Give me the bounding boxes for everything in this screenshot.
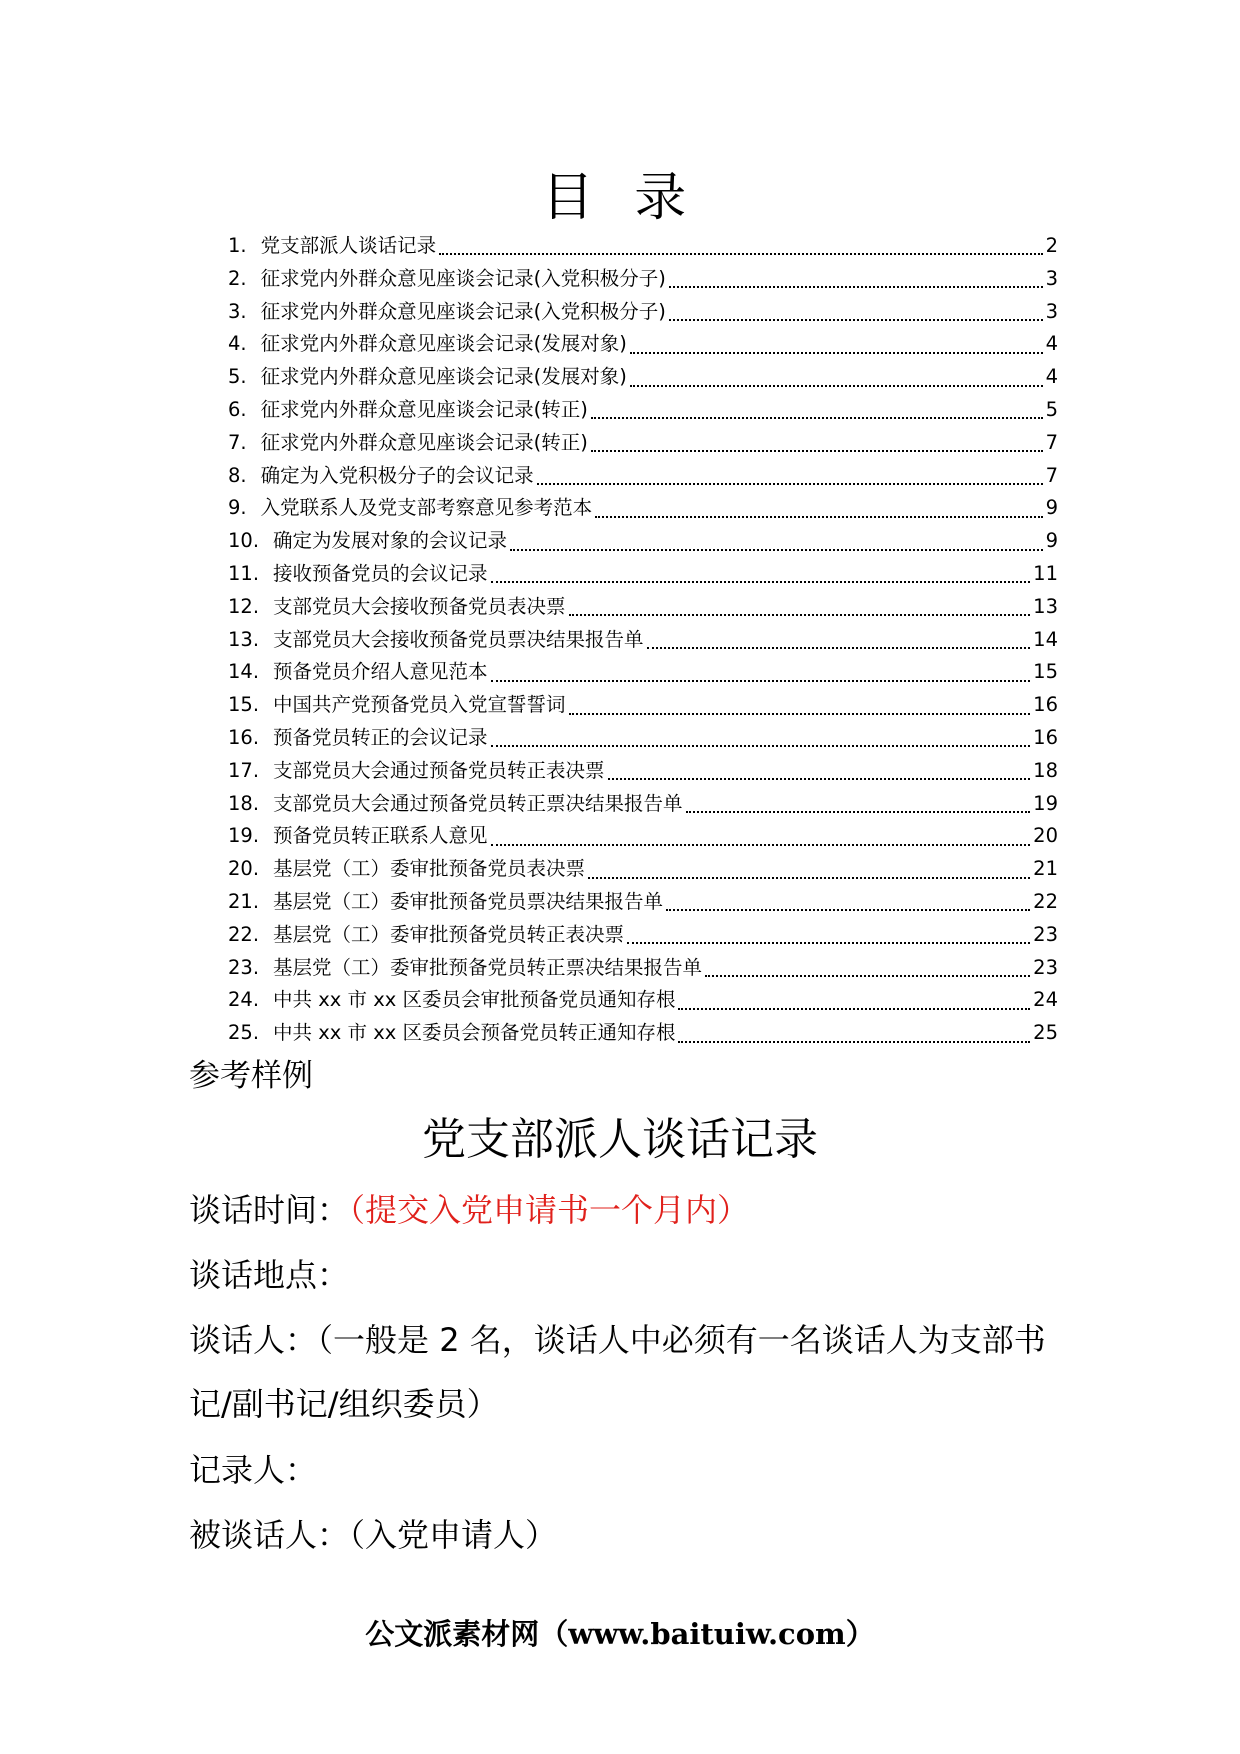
toc-entry-number: 9. bbox=[228, 496, 247, 520]
toc-entry[interactable] bbox=[228, 919, 1058, 952]
toc-entry-label: 基层党（工）委审批预备党员转正票决结果报告单 bbox=[273, 955, 703, 979]
toc-entry-label: 基层党（工）委审批预备党员票决结果报告单 bbox=[273, 889, 664, 913]
toc-entry-number: 4. bbox=[228, 332, 247, 356]
interviewee-field bbox=[189, 1503, 1069, 1567]
toc-entry-page: 14 bbox=[1033, 627, 1058, 651]
toc-dot-leader bbox=[627, 942, 1030, 944]
toc-entry-number: 3. bbox=[228, 299, 247, 323]
toc-entry-label: 预备党员转正联系人意见 bbox=[273, 824, 488, 848]
toc-entry-number: 11. bbox=[228, 561, 260, 585]
recorder-field bbox=[189, 1438, 1069, 1502]
toc-dot-leader bbox=[666, 909, 1030, 911]
toc-entry-number: 20. bbox=[228, 857, 260, 881]
toc-dot-leader bbox=[591, 417, 1043, 419]
toc-entry-number: 5. bbox=[228, 365, 247, 389]
toc-entry-label: 征求党内外群众意见座谈会记录(入党积极分子) bbox=[260, 299, 666, 323]
talk-time-field bbox=[189, 1178, 1069, 1242]
toc-dot-leader bbox=[588, 877, 1030, 879]
toc-entry-page: 9 bbox=[1045, 529, 1058, 553]
toc-entry-page: 23 bbox=[1033, 922, 1058, 946]
toc-entry[interactable] bbox=[228, 492, 1058, 525]
toc-entry-label: 基层党（工）委审批预备党员转正表决票 bbox=[273, 922, 625, 946]
toc-entry-label: 支部党员大会接收预备党员表决票 bbox=[273, 594, 566, 618]
toc-entry[interactable] bbox=[228, 722, 1058, 755]
toc-entry[interactable] bbox=[228, 689, 1058, 722]
talk-place-label: 谈话地点： bbox=[189, 1256, 350, 1294]
toc-dot-leader bbox=[537, 483, 1043, 485]
sample-label: 参考样例 bbox=[189, 1058, 313, 1094]
toc-entry-label: 中国共产党预备党员入党宣誓誓词 bbox=[273, 693, 566, 717]
toc-entry[interactable] bbox=[228, 624, 1058, 657]
toc-dot-leader bbox=[569, 614, 1031, 616]
toc-dot-leader bbox=[705, 975, 1030, 977]
toc-entry[interactable] bbox=[228, 952, 1058, 985]
talker-field bbox=[189, 1308, 1069, 1436]
toc-entry-label: 支部党员大会接收预备党员票决结果报告单 bbox=[273, 627, 644, 651]
toc-entry-number: 25. bbox=[228, 1021, 260, 1045]
toc-dot-leader bbox=[678, 1008, 1030, 1010]
toc-entry-page: 5 bbox=[1045, 397, 1058, 421]
talk-place-field bbox=[189, 1243, 1069, 1307]
toc-entry[interactable] bbox=[228, 886, 1058, 919]
toc-entry-label: 预备党员介绍人意见范本 bbox=[273, 660, 488, 684]
toc-entry-page: 16 bbox=[1033, 693, 1058, 717]
toc-entry[interactable] bbox=[228, 788, 1058, 821]
toc-dot-leader bbox=[669, 286, 1043, 288]
recorder-label: 记录人： bbox=[189, 1451, 318, 1489]
interviewee-label: 被谈话人： bbox=[189, 1516, 350, 1554]
toc-entry-number: 14. bbox=[228, 660, 260, 684]
toc-entry-number: 8. bbox=[228, 463, 247, 487]
talker-label: 谈话人： bbox=[189, 1321, 318, 1359]
toc-entry[interactable] bbox=[228, 755, 1058, 788]
toc-entry-number: 2. bbox=[228, 266, 247, 290]
toc-entry-number: 16. bbox=[228, 725, 260, 749]
toc-entry-page: 3 bbox=[1045, 299, 1058, 323]
toc-entry-number: 17. bbox=[228, 758, 260, 782]
toc-entry-label: 支部党员大会通过预备党员转正表决票 bbox=[273, 758, 605, 782]
toc-entry[interactable] bbox=[228, 296, 1058, 329]
toc-entry-page: 16 bbox=[1033, 725, 1058, 749]
talk-time-label: 谈话时间： bbox=[189, 1191, 350, 1229]
toc-dot-leader bbox=[491, 680, 1031, 682]
toc-dot-leader bbox=[686, 811, 1031, 813]
toc-entry-number: 13. bbox=[228, 627, 260, 651]
toc-dot-leader bbox=[491, 581, 1031, 583]
toc-entry-label: 征求党内外群众意见座谈会记录(转正) bbox=[260, 430, 588, 454]
toc-entry-label: 入党联系人及党支部考察意见参考范本 bbox=[260, 496, 593, 520]
toc-entry[interactable] bbox=[228, 1017, 1058, 1050]
toc-entry-label: 征求党内外群众意见座谈会记录(入党积极分子) bbox=[260, 266, 666, 290]
toc-entry-label: 中共 xx 市 xx 区委员会预备党员转正通知存根 bbox=[273, 1021, 676, 1045]
toc-entry-page: 19 bbox=[1033, 791, 1058, 815]
toc-entry-page: 22 bbox=[1033, 889, 1058, 913]
toc-entry-label: 征求党内外群众意见座谈会记录(转正) bbox=[260, 397, 588, 421]
toc-entry-label: 党支部派人谈话记录 bbox=[260, 234, 437, 257]
toc-dot-leader bbox=[439, 253, 1042, 255]
toc-entry[interactable] bbox=[228, 361, 1058, 394]
toc-entry-page: 2 bbox=[1045, 234, 1058, 257]
toc-dot-leader bbox=[591, 450, 1043, 452]
toc-entry-page: 7 bbox=[1045, 463, 1058, 487]
toc-entry-page: 3 bbox=[1045, 266, 1058, 290]
toc-entry[interactable] bbox=[228, 230, 1058, 263]
toc-entry-label: 基层党（工）委审批预备党员表决票 bbox=[273, 857, 586, 881]
toc-entry-page: 15 bbox=[1033, 660, 1058, 684]
talker-note: （一般是 2 名，谈话人中必须有一名谈话人为支部书记/副书记/组织委员） bbox=[189, 1321, 1046, 1423]
table-of-contents bbox=[228, 230, 1058, 1050]
toc-entry[interactable] bbox=[228, 820, 1058, 853]
toc-entry-number: 18. bbox=[228, 791, 260, 815]
toc-dot-leader bbox=[608, 778, 1031, 780]
toc-entry[interactable] bbox=[228, 853, 1058, 886]
toc-dot-leader bbox=[630, 352, 1043, 354]
toc-entry-page: 18 bbox=[1033, 758, 1058, 782]
toc-entry-page: 9 bbox=[1045, 496, 1058, 520]
toc-entry[interactable] bbox=[228, 656, 1058, 689]
toc-entry-page: 7 bbox=[1045, 430, 1058, 454]
toc-entry-number: 12. bbox=[228, 594, 260, 618]
toc-entry[interactable] bbox=[228, 558, 1058, 591]
toc-title: 目 录 bbox=[541, 168, 699, 228]
toc-entry[interactable] bbox=[228, 591, 1058, 624]
toc-dot-leader bbox=[510, 549, 1043, 551]
toc-entry-page: 23 bbox=[1033, 955, 1058, 979]
toc-entry[interactable] bbox=[228, 427, 1058, 460]
talk-time-note: （提交入党申请书一个月内） bbox=[349, 1191, 750, 1229]
toc-dot-leader bbox=[569, 713, 1031, 715]
toc-entry-label: 预备党员转正的会议记录 bbox=[273, 725, 488, 749]
toc-entry-number: 22. bbox=[228, 922, 260, 946]
toc-entry[interactable] bbox=[228, 984, 1058, 1017]
record-title: 党支部派人谈话记录 bbox=[422, 1114, 818, 1165]
toc-entry-number: 6. bbox=[228, 397, 247, 421]
toc-dot-leader bbox=[595, 516, 1042, 518]
toc-entry[interactable] bbox=[228, 328, 1058, 361]
toc-entry-label: 确定为发展对象的会议记录 bbox=[273, 529, 508, 553]
toc-entry-number: 1. bbox=[228, 234, 247, 257]
toc-entry[interactable] bbox=[228, 263, 1058, 296]
toc-dot-leader bbox=[630, 385, 1043, 387]
toc-entry-page: 24 bbox=[1033, 988, 1058, 1012]
toc-entry-label: 确定为入党积极分子的会议记录 bbox=[260, 463, 534, 487]
footer-watermark: 公文派素材网（www.baituiw.com） bbox=[365, 1617, 875, 1651]
toc-entry-page: 20 bbox=[1033, 824, 1058, 848]
toc-entry-label: 接收预备党员的会议记录 bbox=[273, 561, 488, 585]
toc-entry-number: 19. bbox=[228, 824, 260, 848]
toc-entry[interactable] bbox=[228, 525, 1058, 558]
interviewee-note: （入党申请人） bbox=[349, 1516, 558, 1554]
toc-entry[interactable] bbox=[228, 460, 1058, 493]
toc-entry-number: 10. bbox=[228, 529, 260, 553]
toc-entry-page: 21 bbox=[1033, 857, 1058, 881]
toc-entry-page: 25 bbox=[1033, 1021, 1058, 1045]
toc-entry-number: 23. bbox=[228, 955, 260, 979]
toc-entry-page: 4 bbox=[1045, 365, 1058, 389]
toc-entry-number: 15. bbox=[228, 693, 260, 717]
toc-entry-page: 11 bbox=[1033, 561, 1058, 585]
toc-entry-label: 征求党内外群众意见座谈会记录(发展对象) bbox=[260, 365, 627, 389]
toc-dot-leader bbox=[491, 745, 1031, 747]
toc-entry[interactable] bbox=[228, 394, 1058, 427]
toc-dot-leader bbox=[491, 844, 1031, 846]
toc-entry-label: 中共 xx 市 xx 区委员会审批预备党员通知存根 bbox=[273, 988, 676, 1012]
toc-entry-page: 13 bbox=[1033, 594, 1058, 618]
toc-dot-leader bbox=[669, 319, 1043, 321]
toc-entry-label: 征求党内外群众意见座谈会记录(发展对象) bbox=[260, 332, 627, 356]
toc-entry-page: 4 bbox=[1045, 332, 1058, 356]
toc-entry-number: 24. bbox=[228, 988, 260, 1012]
toc-entry-number: 7. bbox=[228, 430, 247, 454]
toc-entry-label: 支部党员大会通过预备党员转正票决结果报告单 bbox=[273, 791, 683, 815]
toc-dot-leader bbox=[647, 647, 1031, 649]
toc-dot-leader bbox=[678, 1041, 1030, 1043]
toc-entry-number: 21. bbox=[228, 889, 260, 913]
